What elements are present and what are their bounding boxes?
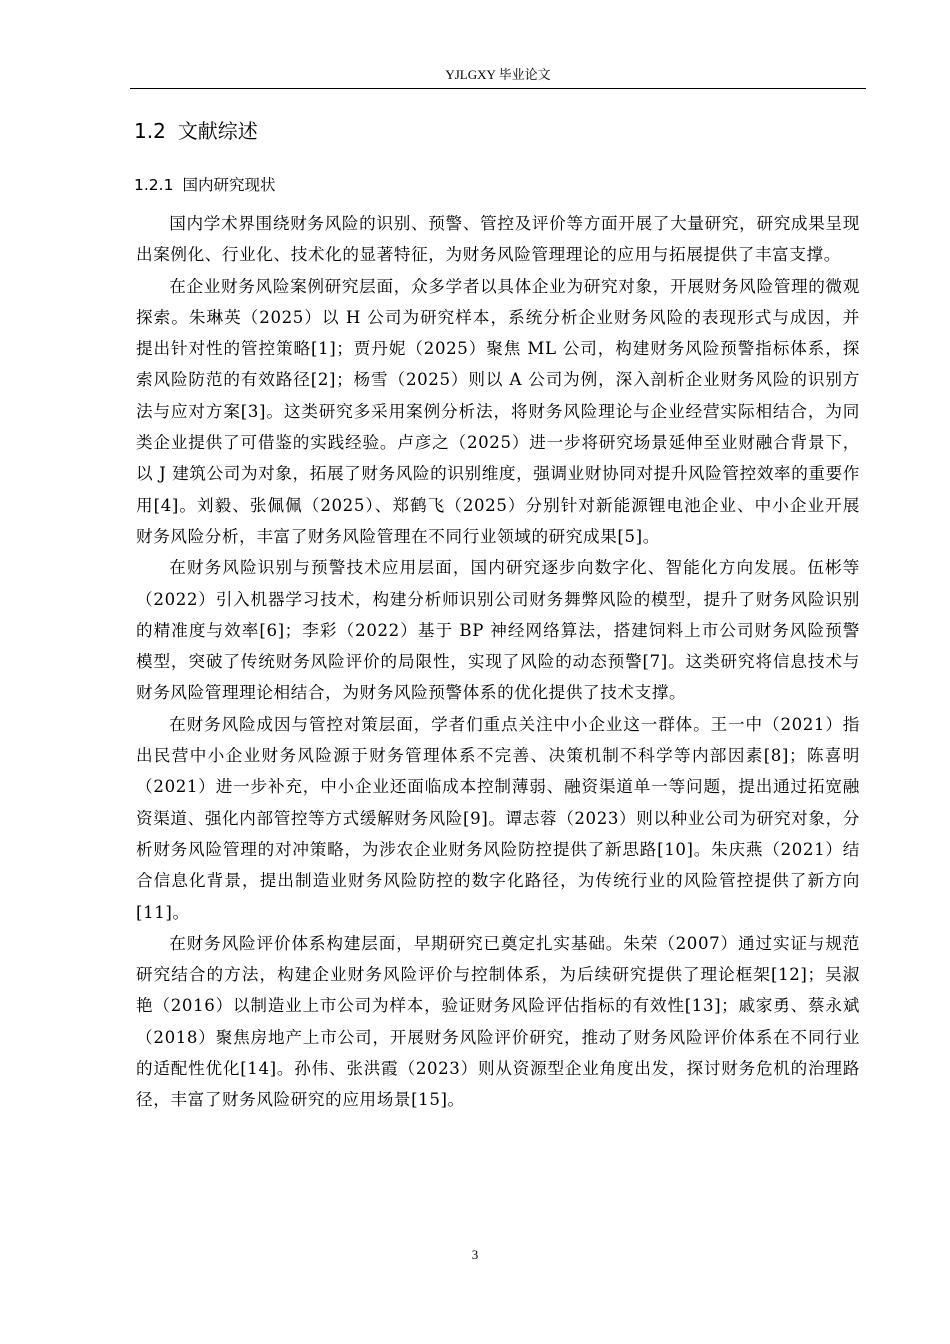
subsection-title-text: 国内研究现状 (182, 176, 276, 194)
section-number: 1.2 (134, 119, 166, 143)
header-rule (130, 88, 866, 89)
subsection-heading (134, 173, 275, 197)
paragraph-intro: 国内学术界围绕财务风险的识别、预警、管控及评价等方面开展了大量研究，研究成果呈现出案例化、行业化、技术化的显著特征，为财务风险管理理论的应用与拓展提供了丰富支撑。 (136, 214, 860, 265)
section-title-text: 文献综述 (177, 119, 258, 143)
subsection-number: 1.2.1 (134, 176, 174, 194)
page-header: YJLGXY 毕业论文 (445, 67, 551, 82)
page-number: 3 (471, 1247, 479, 1262)
paragraph-causes-countermeasures: 在财务风险成因与管控对策层面，学者们重点关注中小企业这一群体。王一中（2021）指出民营中小企业财务风险源于财务管理体系不完善、决策机制不科学等内部因素[8]；陈喜明（2021）进一步补充，中小企业还面临成本控制薄弱、融资渠道单一等问题，提出通过拓宽融资渠道、强化内部管控等方式缓解财务风险[9]。谭志蓉（2023）则以种业公司为研究对象，分析财务风险管理的对冲策略，为涉农企业财务风险防控提供了新思路[10]。朱庆燕（2021）结合信息化背景，提出制造业财务风险防控的数字化路径，为传统行业的风险管控提供了新方向[11]。 (136, 714, 860, 922)
paragraph-case-studies: 在企业财务风险案例研究层面，众多学者以具体企业为研究对象，开展财务风险管理的微观探索。朱琳英（2025）以 H 公司为研究样本，系统分析企业财务风险的表现形式与成因，并提出针对性的管控策略[1]；贾丹妮（2025）聚焦 ML 公司，构建财务风险预警指标体系，探索风险防范的有效路径[2]；杨雪（2025）则以 A 公司为例，深入剖析企业财务风险的识别方法与应对方案[3]。这类研究多采用案例分析法，将财务风险理论与企业经营实际相结合，为同类企业提供了可借鉴的实践经验。卢彦之（2025）进一步将研究场景延伸至业财融合背景下，以 J 建筑公司为对象，拓展了财务风险的识别维度，强调业财协同对提升风险管控效率的重要作用[4]。刘毅、张佩佩（2025）、郑鹤飞（2025）分别针对新能源锂电池企业、中小企业开展财务风险分析，丰富了财务风险管理在不同行业领域的研究成果[5]。 (136, 276, 860, 546)
paragraph-evaluation-system: 在财务风险评价体系构建层面，早期研究已奠定扎实基础。朱荣（2007）通过实证与规范研究结合的方法，构建企业财务风险评价与控制体系，为后续研究提供了理论框架[12]；吴淑艳（2016）以制造业上市公司为样本，验证财务风险评估指标的有效性[13]；戚家勇、蔡永斌（2018）聚焦房地产上市公司，开展财务风险评价研究，推动了财务风险评价体系在不同行业的适配性优化[14]。孙伟、张洪霞（2023）则从资源型企业角度出发，探讨财务危机的治理路径，丰富了财务风险研究的应用场景[15]。 (136, 933, 860, 1110)
section-heading (134, 116, 258, 146)
body-text (136, 208, 860, 1116)
paragraph-warning-technology: 在财务风险识别与预警技术应用层面，国内研究逐步向数字化、智能化方向发展。伍彬等（2022）引入机器学习技术，构建分析师识别公司财务舞弊风险的模型，提升了财务风险识别的精准度与效率[6]；李彩（2022）基于 BP 神经网络算法，搭建饲料上市公司财务风险预警模型，突破了传统财务风险评价的局限性，实现了风险的动态预警[7]。这类研究将信息技术与财务风险管理理论相结合，为财务风险预警体系的优化提供了技术支撑。 (136, 558, 860, 703)
